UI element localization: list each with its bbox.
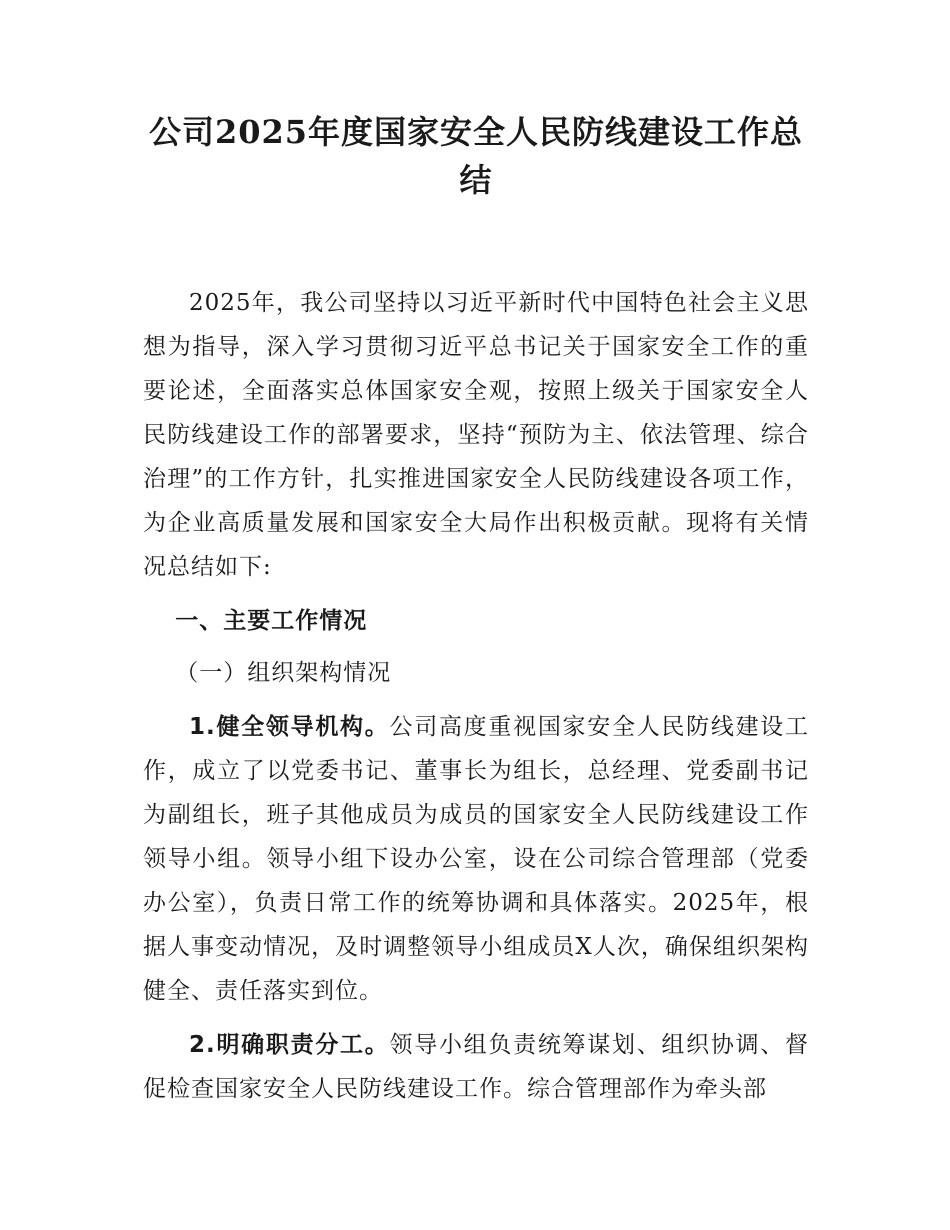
document-body (143, 281, 809, 1111)
subsection-heading-organization: （一）组织架构情况 (175, 660, 392, 686)
item-text-duties: 领导小组负责统筹谋划、组织协调、督促检查国家安全人民防线建设工作。综合管理部作为牵头部 (143, 1032, 809, 1102)
item-paragraph-leadership (143, 705, 809, 1013)
item-lead-duties: 2.明确职责分工。 (189, 1032, 390, 1058)
document-title: 公司2025年度国家安全人民防线建设工作总结 (148, 113, 804, 199)
document-page (143, 108, 809, 1111)
intro-paragraph: 2025年，我公司坚持以习近平新时代中国特色社会主义思想为指导，深入学习贯彻习近平总书记关于国家安全工作的重要论述，全面落实总体国家安全观，按照上级关于国家安全人民防线建设工作的部署要求，坚持“预防为主、依法管理、综合治理”的工作方针，扎实推进国家安全人民防线建设各项工作，为企业高质量发展和国家安全大局作出积极贡献。现将有关情况总结如下: (143, 290, 809, 580)
item-lead-leadership: 1.健全领导机构。 (189, 714, 390, 740)
item-text-leadership: 公司高度重视国家安全人民防线建设工作，成立了以党委书记、董事长为组长，总经理、党委副书记为副组长，班子其他成员为成员的国家安全人民防线建设工作领导小组。领导小组下设办公室，设在公司综合管理部（党委办公室），负责日常工作的统筹协调和具体落实。2025年，根据人事变动情况，及时调整领导小组成员X人次，确保组织架构健全、责任落实到位。 (143, 714, 809, 1004)
item-paragraph-duties (143, 1023, 809, 1111)
section-heading-main-work: 一、主要工作情况 (175, 608, 368, 634)
